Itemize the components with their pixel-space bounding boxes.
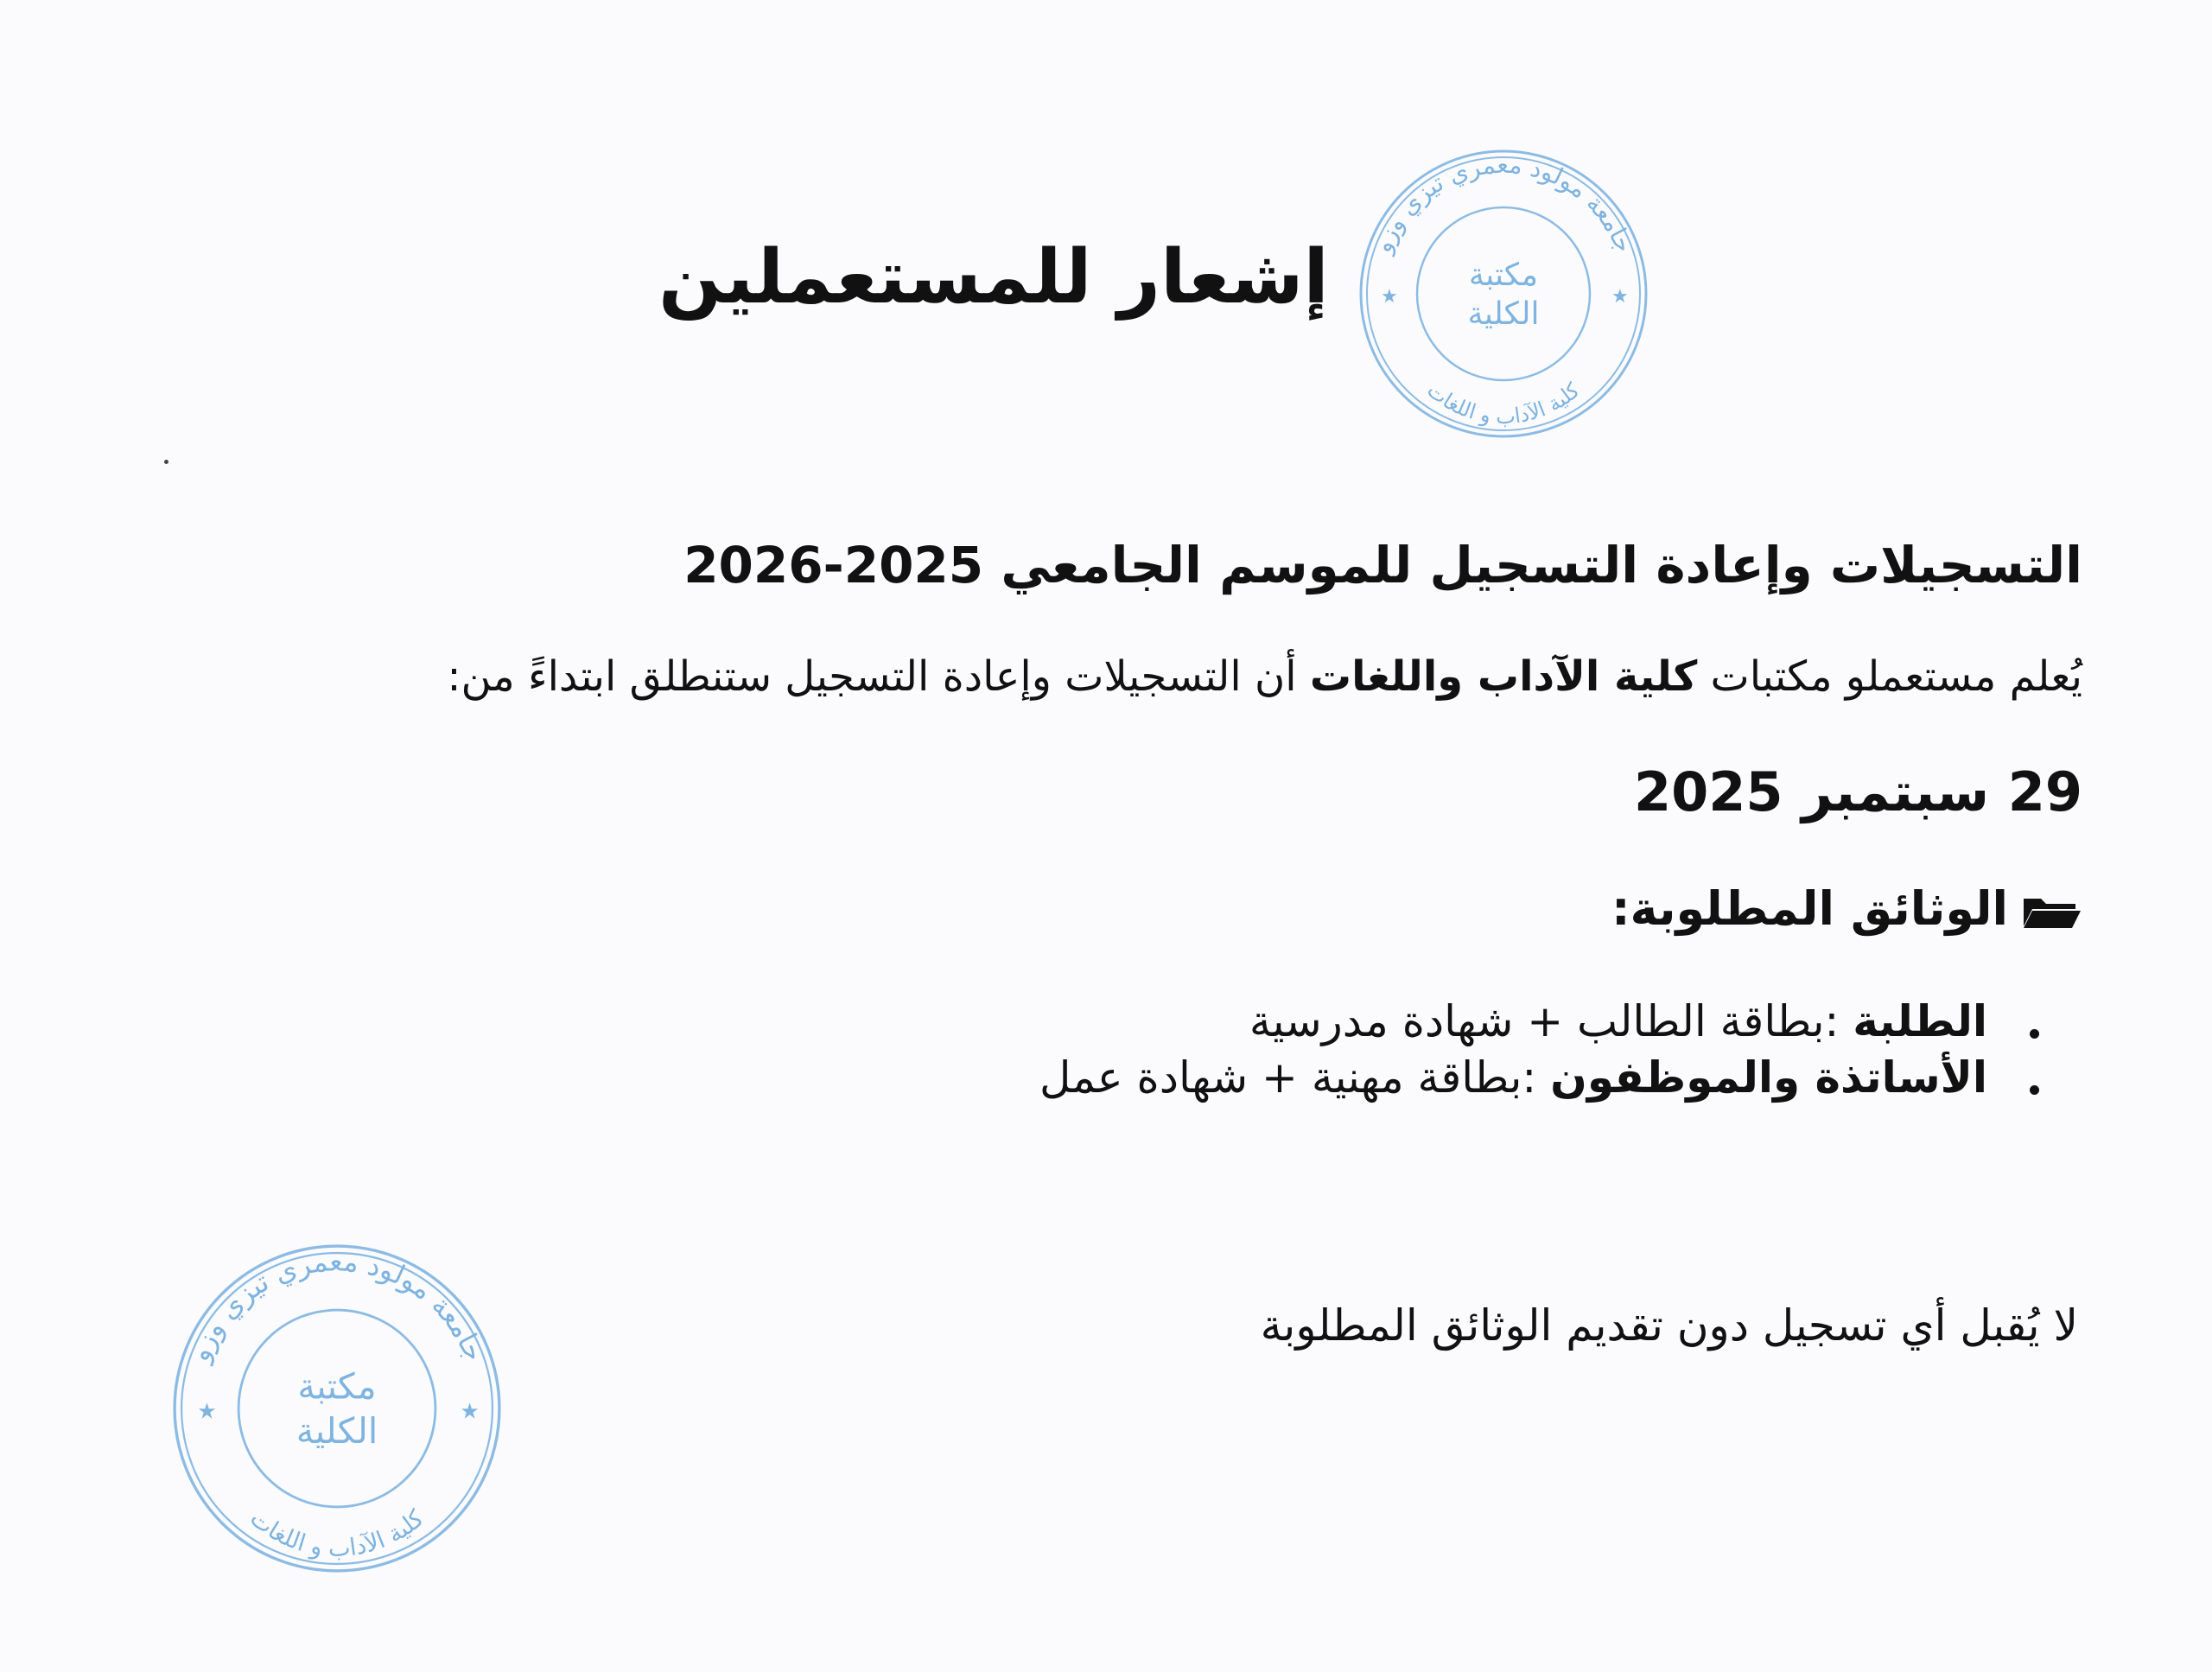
requirement-who: الأساتذة والموظفون <box>1550 1052 1987 1103</box>
library-stamp <box>160 1231 514 1586</box>
requirement-what: :بطاقة الطالب + شهادة مدرسية <box>1249 996 1853 1046</box>
star-icon: ★ <box>460 1398 480 1424</box>
stamp-outer-text: جامعة مولود معمري تيزي وزو <box>182 1244 492 1366</box>
stamp-inner-line2: الكلية <box>296 1409 378 1452</box>
stamp-bottom-text: كلية الآداب و اللغات <box>1422 378 1585 429</box>
svg-text:جامعة مولود معمري تيزي وزو <box>1368 150 1639 258</box>
folder-icon <box>2020 893 2082 930</box>
faculty-name: كلية الآداب واللغات <box>1309 652 1698 701</box>
stamp-inner-line1: مكتبة <box>297 1365 377 1408</box>
svg-text:كلية الآداب و اللغات <box>1422 378 1585 429</box>
stamp-inner-line2: الكلية <box>1467 296 1540 332</box>
announcement-paragraph <box>447 652 2082 701</box>
announcement-part2: أن التسجيلات وإعادة التسجيل ستنطلق ابتداءً من: <box>447 652 1310 701</box>
list-item <box>1039 1050 2039 1106</box>
requirements-list <box>1039 994 2039 1106</box>
notice-text: لا يُقبل أي تسجيل دون تقديم الوثائق المطلوبة <box>1260 1300 2078 1351</box>
stamp-inner-line1: مكتبة <box>1468 257 1539 293</box>
star-icon: ★ <box>1611 286 1629 308</box>
requirement-who: الطلبة <box>1853 996 1987 1046</box>
stamp-outer-text: جامعة مولود معمري تيزي وزو <box>1368 149 1639 257</box>
documents-heading <box>1611 881 2082 936</box>
registration-subtitle: التسجيلات وإعادة التسجيل للموسم الجامعي 2025-2026 <box>683 536 2082 594</box>
scan-speck <box>164 460 168 464</box>
requirement-what: :بطاقة مهنية + شهادة عمل <box>1039 1052 1551 1103</box>
svg-text:كلية الآداب و اللغات <box>245 1504 429 1562</box>
bullet-icon <box>2030 1085 2039 1095</box>
page-title: إشعار للمستعملين <box>658 234 1329 321</box>
library-stamp <box>1348 138 1659 449</box>
documents-heading-text: الوثائق المطلوبة: <box>1611 881 2008 936</box>
bullet-icon <box>2030 1029 2039 1039</box>
announcement-part1: يُعلم مستعملو مكتبات <box>1697 652 2082 701</box>
stamp-bottom-text: كلية الآداب و اللغات <box>245 1504 429 1563</box>
star-icon: ★ <box>197 1398 217 1424</box>
list-item <box>1039 994 2039 1050</box>
svg-text:جامعة مولود معمري تيزي وزو <box>182 1245 492 1368</box>
star-icon: ★ <box>1381 286 1398 308</box>
start-date: 29 سبتمبر 2025 <box>1633 760 2082 823</box>
